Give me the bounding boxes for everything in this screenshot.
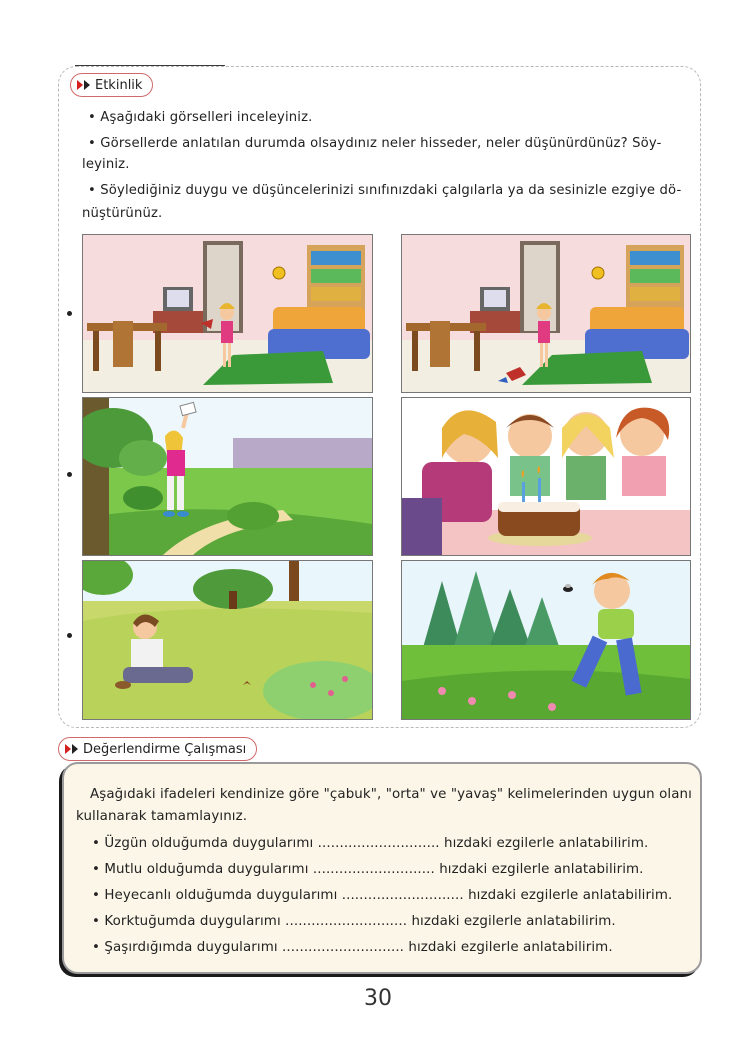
image-boy-sitting-park — [82, 560, 373, 720]
evaluation-item: • Üzgün olduğumda duygularımı ............................ hızdaki ezgilerle anlatabilirim. — [92, 836, 649, 851]
page-number: 30 — [364, 986, 392, 1011]
evaluation-item: • Korktuğumda duygularımı ............................ hızdaki ezgilerle anlatabilirim. — [92, 914, 616, 929]
image-living-room-girl — [82, 234, 373, 393]
instruction-line-1: • Aşağıdaki görselleri inceleyiniz. — [88, 110, 313, 125]
row-bullet — [67, 311, 72, 316]
evaluation-label — [58, 737, 257, 761]
row-bullet — [67, 633, 72, 638]
evaluation-item: • Heyecanlı olduğumda duygularımı ............................ hızdaki ezgilerle anlatabilirim. — [92, 888, 673, 903]
evaluation-item: • Şaşırdığımda duygularımı ............................ hızdaki ezgilerle anlatabilirim. — [92, 940, 613, 955]
evaluation-intro-line-2: kullanarak tamamlayınız. — [76, 809, 248, 824]
instruction-line-5: nüştürünüz. — [82, 206, 163, 221]
image-boy-running-bee — [401, 560, 691, 720]
row-bullet — [67, 472, 72, 477]
evaluation-item: • Mutlu olduğumda duygularımı ............................ hızdaki ezgilerle anlatabilirim. — [92, 862, 644, 877]
image-girl-with-paper-park — [82, 397, 373, 556]
image-living-room-broken-toy — [401, 234, 691, 393]
activity-label-text: Etkinlik — [95, 77, 143, 93]
instruction-line-3: leyiniz. — [82, 157, 130, 172]
double-arrow-icon — [77, 80, 91, 90]
evaluation-label-text: Değerlendirme Çalışması — [83, 741, 247, 757]
double-arrow-icon — [65, 744, 79, 754]
instruction-line-2: • Görsellerde anlatılan durumda olsaydınız neler hisseder, neler düşünürdünüz? Söy- — [88, 136, 662, 151]
activity-label — [70, 73, 153, 97]
evaluation-intro-line-1: Aşağıdaki ifadeleri kendinize göre "çabuk", "orta" ve "yavaş" kelimelerinden uygun olanı — [90, 787, 692, 802]
instruction-line-4: • Söylediğiniz duygu ve düşüncelerinizi sınıfınızdaki çalgılarla ya da sesinizle ezgiye dö- — [88, 183, 682, 198]
image-birthday-children — [401, 397, 691, 556]
